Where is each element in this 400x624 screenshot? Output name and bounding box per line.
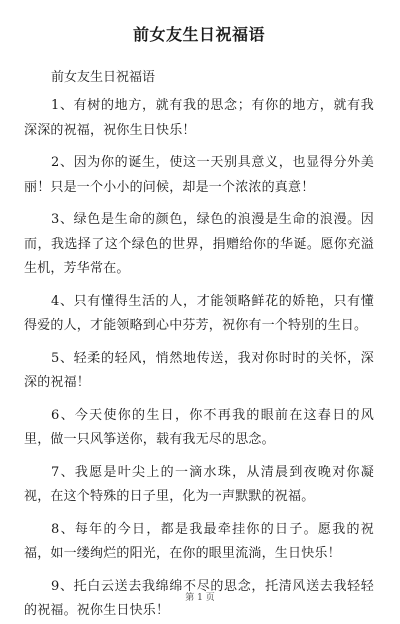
paragraph-4: 4、只有懂得生活的人，才能领略鲜花的娇艳，只有懂得爱的人，才能领略到心中芬芳，祝你有一个特别的生日。	[24, 293, 374, 333]
paragraph-5: 5、轻柔的轻风，悄然地传送，我对你时时的关怀，深深的祝福！	[24, 350, 374, 390]
paragraph-2: 2、因为你的诞生，使这一天别具意义，也显得分外美丽！只是一个小小的问候，却是一个浓浓的真意！	[24, 155, 374, 195]
paragraph-list	[24, 94, 374, 624]
paragraph-9: 9、托白云送去我绵绵不尽的思念，托清风送去我轻轻的祝福。祝你生日快乐！	[24, 578, 374, 618]
page-number: 第 1 页	[185, 593, 215, 603]
document-title: 前女友生日祝福语	[132, 25, 265, 44]
paragraph-7: 7、我愿是叶尖上的一滴水珠，从清晨到夜晚对你凝视，在这个特殊的日子里，化为一声默默的祝福。	[24, 464, 374, 504]
paragraph-8: 8、每年的今日，都是我最牵挂你的日子。愿我的祝福，如一缕绚烂的阳光，在你的眼里流淌，生日快乐！	[24, 521, 374, 561]
paragraph-1: 1、有树的地方，就有我的思念；有你的地方，就有我深深的祝福，祝你生日快乐！	[24, 98, 374, 138]
paragraph-3: 3、绿色是生命的颜色，绿色的浪漫是生命的浪漫。因而，我选择了这个绿色的世界，捐赠给你的华诞。愿你充溢生机，芳华常在。	[24, 212, 374, 276]
document-subtitle: 前女友生日祝福语	[51, 70, 156, 85]
paragraph-6: 6、今天使你的生日，你不再我的眼前在这春日的风里，做一只风筝送你，载有我无尽的思念。	[24, 407, 374, 447]
